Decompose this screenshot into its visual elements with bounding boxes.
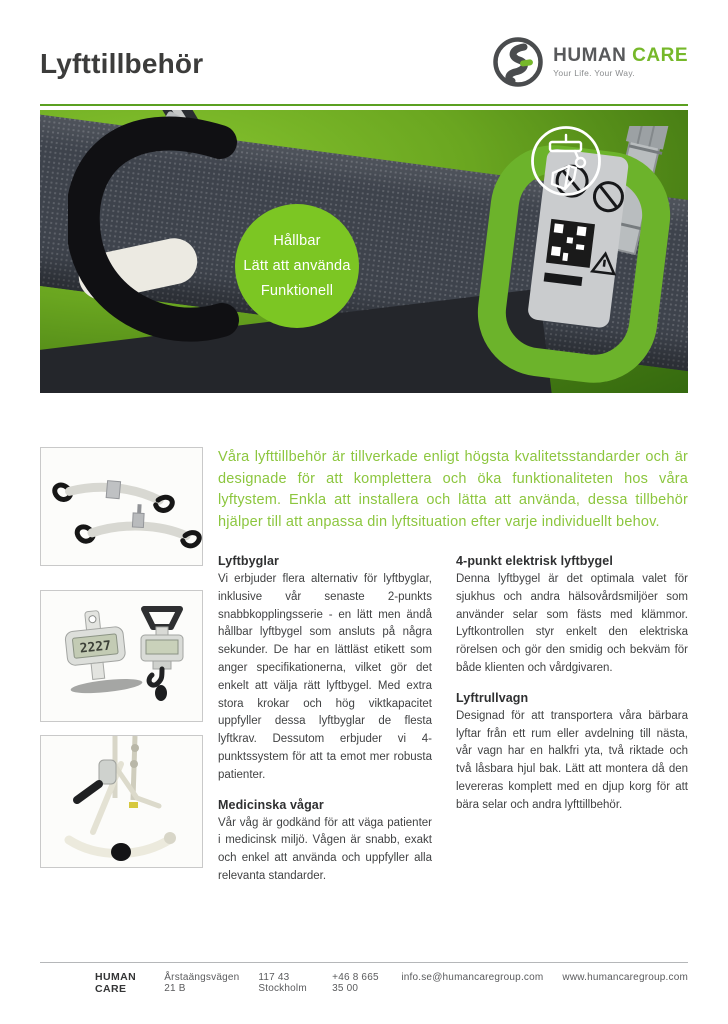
logo-tagline: Your Life. Your Way. <box>553 68 635 78</box>
section-lyftrullvagn <box>456 691 688 815</box>
humancare-logo-icon <box>492 36 544 88</box>
vagar-photo <box>40 590 203 722</box>
column-right <box>456 554 688 899</box>
section-medicinska-vagar <box>218 798 432 886</box>
text-columns <box>218 554 688 899</box>
footer-email-link[interactable]: info.se@humancaregroup.com <box>401 972 544 983</box>
footer-phone: +46 8 665 35 00 <box>332 972 379 994</box>
intro-paragraph: Våra lyfttillbehör är tillverkade enligt högsta kvalitetsstandarder och är designade för att komplettera och öka funktionaliteten hos våra lyftystem. Enkla att installera och lätta att använda, dessa tillbehör hjälper till att anpassa din lyftsituation efter varje individuellt behov. <box>218 449 688 530</box>
footer-address-city: 117 43 Stockholm <box>258 972 307 994</box>
section-body: Vi erbjuder flera alternativ för lyftbyglar, inklusive vår senaste 2-punkts snabbkopplingsserie - en lätt men ändå hållbar lyftbygel som ansluts på några sekunder. De har en lättläst etikett som anger specifikationerna, vilket gör det enkelt att välja rätt lyftbygel. Med extra stora krokar och hög viktkapacitet uppfyller dessa lyftbyglar de flesta lyftkrav. Dessutom erbjuder vi 4-punktssystem för att ta emot mer robusta patienter. <box>218 573 432 781</box>
section-body: Designad för att transportera våra bärbara lyftar från ett rum eller avdelning till nästa, vår vagn har en halkfri yta, två riktade och två låsbara hjul bak. Lätt att montera då den levereras komplett med en djup korg för att bära selar och andra lyfttillbehör. <box>456 709 688 811</box>
patient-lift-icon <box>529 124 603 198</box>
section-heading: Lyftrullvagn <box>456 690 529 705</box>
footer-website-link[interactable]: www.humancaregroup.com <box>562 972 688 983</box>
scale-right <box>141 609 183 701</box>
logo-text <box>553 46 688 78</box>
lyftrullvagn-photo <box>40 735 203 868</box>
badge-line-3: Funktionell <box>260 282 334 299</box>
section-lyftbyglar <box>218 554 432 785</box>
section-heading: Lyftbyglar <box>218 554 279 568</box>
hero-badge <box>235 204 359 328</box>
scale-left <box>63 607 143 696</box>
section-heading: Medicinska vågar <box>218 797 324 812</box>
logo-word-care: CARE <box>632 45 688 66</box>
section-body: Vår våg är godkänd för att väga patienter i medicinsk miljö. Vågen är snabb, exakt och enkel att använda och uppfyller alla relevanta standarder. <box>218 816 432 882</box>
footer-address-street: Årstaängsvägen 21 B <box>164 972 240 994</box>
section-heading: 4-punkt elektrisk lyftbygel <box>456 554 613 568</box>
logo-name <box>553 46 688 66</box>
main-content <box>218 447 688 899</box>
column-left <box>218 554 432 899</box>
section-body: Denna lyftbygel är det optimala valet för sjukhus och andra hälsovårdsmiljöer som använder selar som fästs med klämmor. Lyftkontrollen styr enkelt den elektriska rörelsen och gör den smidig och bekväm för både klienten och vårdgivaren. <box>456 573 688 674</box>
badge-line-1: Hållbar <box>273 232 321 249</box>
section-4punkt-lyftbygel <box>456 554 688 678</box>
page-title: Lyfttillbehör <box>40 48 204 79</box>
header-divider <box>40 104 688 106</box>
humancare-logo <box>492 36 688 88</box>
lyftbyglar-photo <box>40 447 203 566</box>
header <box>40 36 688 100</box>
product-image-rail <box>40 447 203 868</box>
logo-word-human: HUMAN <box>553 45 627 66</box>
footer <box>40 962 688 995</box>
hero-photo <box>40 110 688 393</box>
scale-display: 2227 <box>79 638 112 657</box>
footer-brand: HUMAN CARE <box>95 971 137 995</box>
badge-line-2: Lätt att använda <box>243 257 351 274</box>
